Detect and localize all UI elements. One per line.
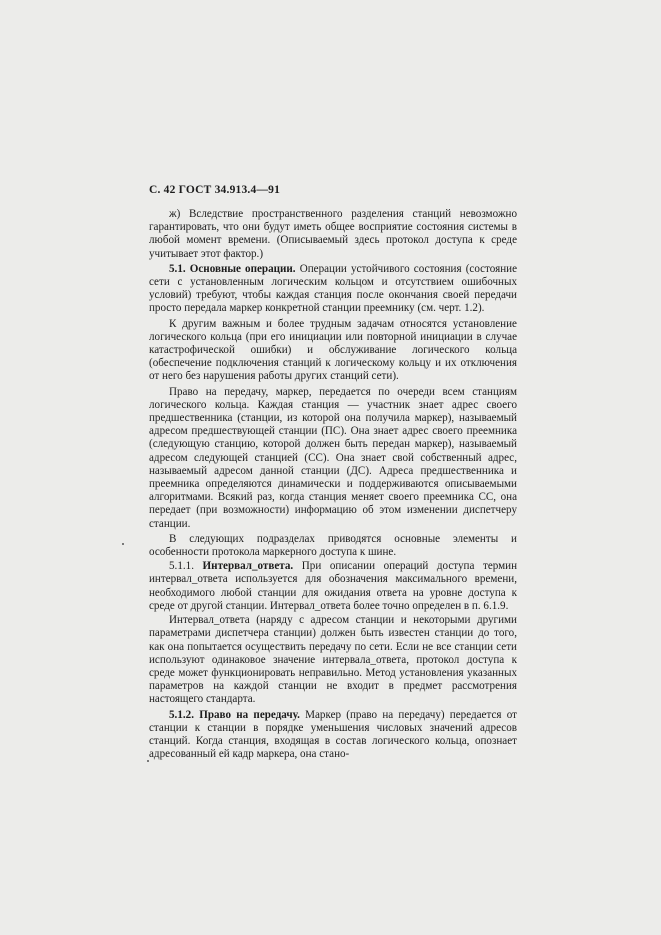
scan-speck bbox=[147, 760, 149, 762]
paragraph-text: При описании операций доступа термин интервал_ответа используется для обозначения максимального времени, необходимого любой станции для ожидания ответа на уровне доступа к среде от другой станции. Интервал_ответа более точно определен в п. 6.1.9. bbox=[149, 560, 518, 612]
paragraph bbox=[149, 614, 517, 706]
section-heading: 5.1.2. Право на передачу. bbox=[169, 708, 300, 721]
paragraph bbox=[149, 533, 517, 559]
paragraph-text: Маркер (право на передачу) передается от станции к станции в порядке уменьшения числовых значений адресов станций. Когда станция, входящая в состав логического кольца, опознает адресованный ей кадр маркера, она стано- bbox=[149, 708, 517, 761]
paragraph-text: К другим важным и более трудным задачам относятся установление логического кольца (при его инициации или повторной инициации в случае катастрофической ошибки) и обслуживание логического кольца (обеспечение подключения станций к логическому кольцу и их отключения от него без нарушения работы других станций сети). bbox=[149, 317, 517, 383]
paragraph bbox=[149, 386, 517, 531]
section-heading: 5.1. Основные операции. bbox=[169, 262, 296, 275]
paragraph-text: Право на передачу, маркер, передается по очереди всем станциям логического кольца. Каждая станция — участник знает адрес своего предшественника (станции, из которой она получила маркер), называемый адресом предшествующей станции (ПС). Она знает адрес своего преемника (следующую станцию, которой должен быть передан маркер), называемый адресом следующей станцией (СС). Она знает свой собственный адрес, называемый адресом данной станции (ДС). Адреса предшественника и преемника определяются динамически и поддерживаются описываемыми алгоритмами. Всякий раз, когда станция меняет своего преемника СС, она передает (при возможности) информацию об этом изменении диспетчеру станции. bbox=[149, 385, 517, 530]
paragraph-text: В следующих подразделах приводятся основные элементы и особенности протокола маркерного доступа к шине. bbox=[149, 532, 517, 559]
paragraph-text: Интервал_ответа (наряду с адресом станции и некоторыми другими параметрами диспетчера станции) должен быть известен станции до того, как она попытается осуществить передачу по сети. Если не все станции сети используют одинаковое значение интервала_ответа, протокол доступа к среде может функционировать неправильно. Метод установления указанных параметров на каждой станции не входит в предмет рассмотрения настоящего стандарта. bbox=[149, 614, 517, 706]
paragraph bbox=[149, 560, 517, 613]
paragraph bbox=[149, 208, 517, 261]
paragraph-text: Операции устойчивого состояния (состояние сети с установленным логическим кольцом и отсутствием ошибочных условий) требуют, чтобы каждая станция после окончания своей передачи просто передала маркер конкретной станции преемнику (см. черт. 1.2). bbox=[149, 262, 517, 315]
paragraph bbox=[149, 709, 517, 762]
page-header: С. 42 ГОСТ 34.913.4—91 bbox=[149, 184, 281, 196]
paragraph bbox=[149, 263, 517, 316]
section-heading: Интервал_ответа. bbox=[202, 560, 294, 573]
paragraph-text: ж) Вследствие пространственного разделения станций невозможно гарантировать, что они будут иметь общее восприятие состояния системы в любой момент времени. (Описываемый здесь протокол доступа к среде учитывает этот фактор.) bbox=[149, 208, 517, 260]
scan-speck bbox=[122, 543, 124, 545]
body-text bbox=[149, 208, 517, 762]
paragraph bbox=[149, 318, 517, 384]
section-number: 5.1.1. bbox=[169, 560, 203, 573]
